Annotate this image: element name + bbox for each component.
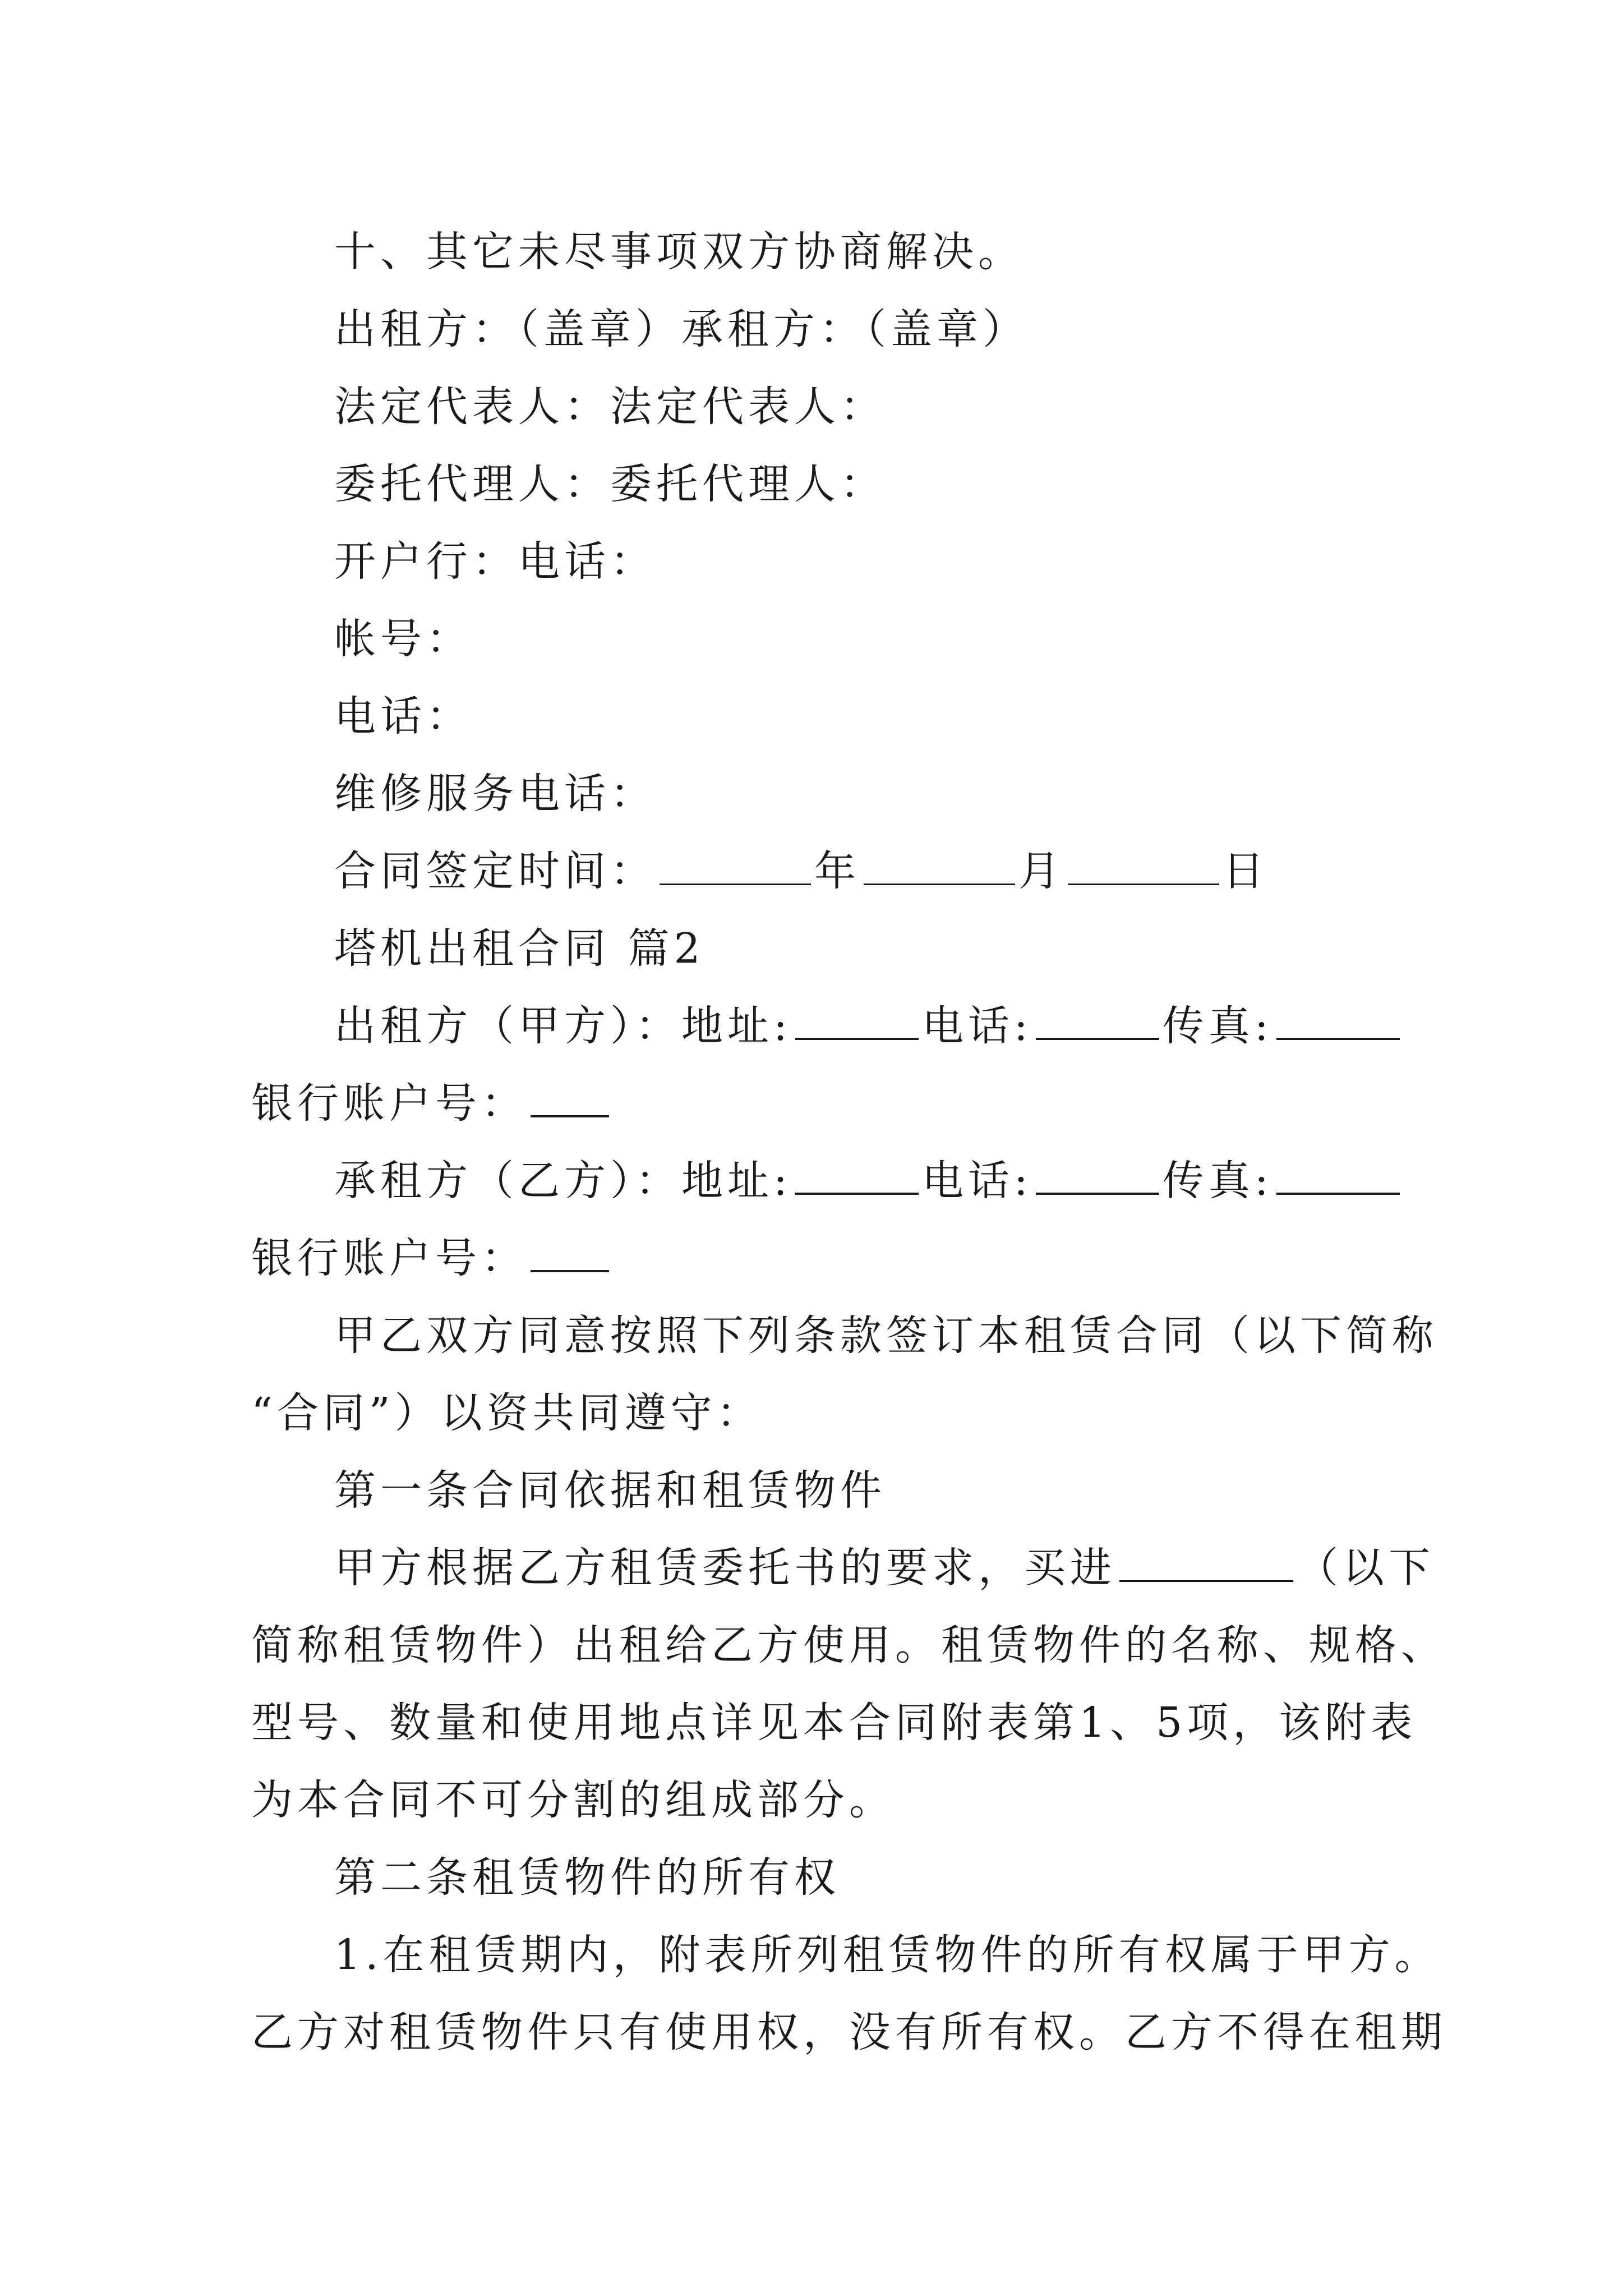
- month-label: 月: [1018, 847, 1064, 895]
- article-two-title: 第二条租赁物件的所有权: [334, 1853, 840, 1902]
- contract-page: [251, 213, 1447, 2071]
- month-blank: [864, 844, 1015, 885]
- agreement-intro-cont: “合同”）以资共同遵守：: [251, 1389, 763, 1437]
- signing-date-label: 合同签定时间：: [334, 847, 656, 895]
- purchase-item-blank: [1119, 1541, 1293, 1582]
- lessee-phone-blank: [1036, 1153, 1159, 1195]
- lessor-phone-label: 电话:: [921, 1002, 1032, 1050]
- article-one-text-4: 为本合同不可分割的组成部分。: [251, 1776, 895, 1824]
- lessee-bank-account-blank: [531, 1231, 609, 1272]
- article-two-item-one-cont: 乙方对租赁物件只有使用权，没有所有权。乙方不得在租期: [251, 2008, 1447, 2056]
- lessee-fax-label: 传真:: [1162, 1157, 1273, 1205]
- day-label: 日: [1223, 847, 1269, 895]
- section-title: 塔机出租合同 篇2: [334, 924, 705, 973]
- year-label: 年: [814, 847, 860, 895]
- article-one-text-2: 简称租赁物件）出租给乙方使用。租赁物件的名称、规格、: [251, 1621, 1447, 1669]
- lessor-fax-blank: [1276, 999, 1400, 1040]
- legal-representative: 法定代表人：法定代表人：: [334, 383, 886, 431]
- article-one-text: [251, 1529, 1435, 1607]
- lessor-bank-account: [251, 1065, 1384, 1142]
- signing-date: [251, 832, 1384, 910]
- maintenance-phone: 维修服务电话：: [334, 770, 656, 818]
- account-number: 帐号：: [334, 615, 472, 663]
- lessor-bank-account-label: 银行账户号：: [251, 1079, 527, 1128]
- lessor-fax-label: 传真:: [1162, 1002, 1273, 1050]
- article-one-text-b: （以下: [1297, 1544, 1435, 1592]
- lessor-address-label: 出租方（甲方）：地址:: [334, 1002, 792, 1050]
- lessee-address-blank: [795, 1153, 919, 1195]
- lessee-info: [251, 1142, 1384, 1220]
- year-blank: [660, 844, 811, 885]
- lessor-lessee-seal: 出租方：（盖章）承租方：（盖章）: [334, 305, 1029, 353]
- clause-ten: 十、其它未尽事项双方协商解决。: [334, 228, 1024, 276]
- phone: 电话：: [334, 692, 472, 740]
- lessor-bank-account-blank: [531, 1076, 609, 1117]
- lessor-info: [251, 987, 1384, 1065]
- lessor-address-blank: [795, 999, 919, 1040]
- article-one-text-3: 型号、数量和使用地点详见本合同附表第1、5项，该附表: [251, 1699, 1417, 1747]
- lessee-bank-account: [251, 1220, 1384, 1297]
- day-blank: [1068, 844, 1219, 885]
- agreement-intro: 甲乙双方同意按照下列条款签订本租赁合同（以下简称: [334, 1312, 1438, 1360]
- article-two-item-one: 1.在租赁期内，附表所列租赁物件的所有权属于甲方。: [334, 1931, 1441, 1979]
- lessee-bank-account-label: 银行账户号：: [251, 1234, 527, 1282]
- lessor-phone-blank: [1036, 999, 1159, 1040]
- lessee-fax-blank: [1276, 1153, 1400, 1195]
- article-one-title: 第一条合同依据和租赁物件: [334, 1466, 886, 1515]
- authorized-agent: 委托代理人：委托代理人：: [334, 460, 886, 508]
- lessee-phone-label: 电话:: [921, 1157, 1032, 1205]
- bank-phone: 开户行：电话：: [334, 537, 656, 586]
- article-one-text-a: 甲方根据乙方租赁委托书的要求，买进: [334, 1544, 1116, 1592]
- lessee-address-label: 承租方（乙方）：地址:: [334, 1157, 792, 1205]
